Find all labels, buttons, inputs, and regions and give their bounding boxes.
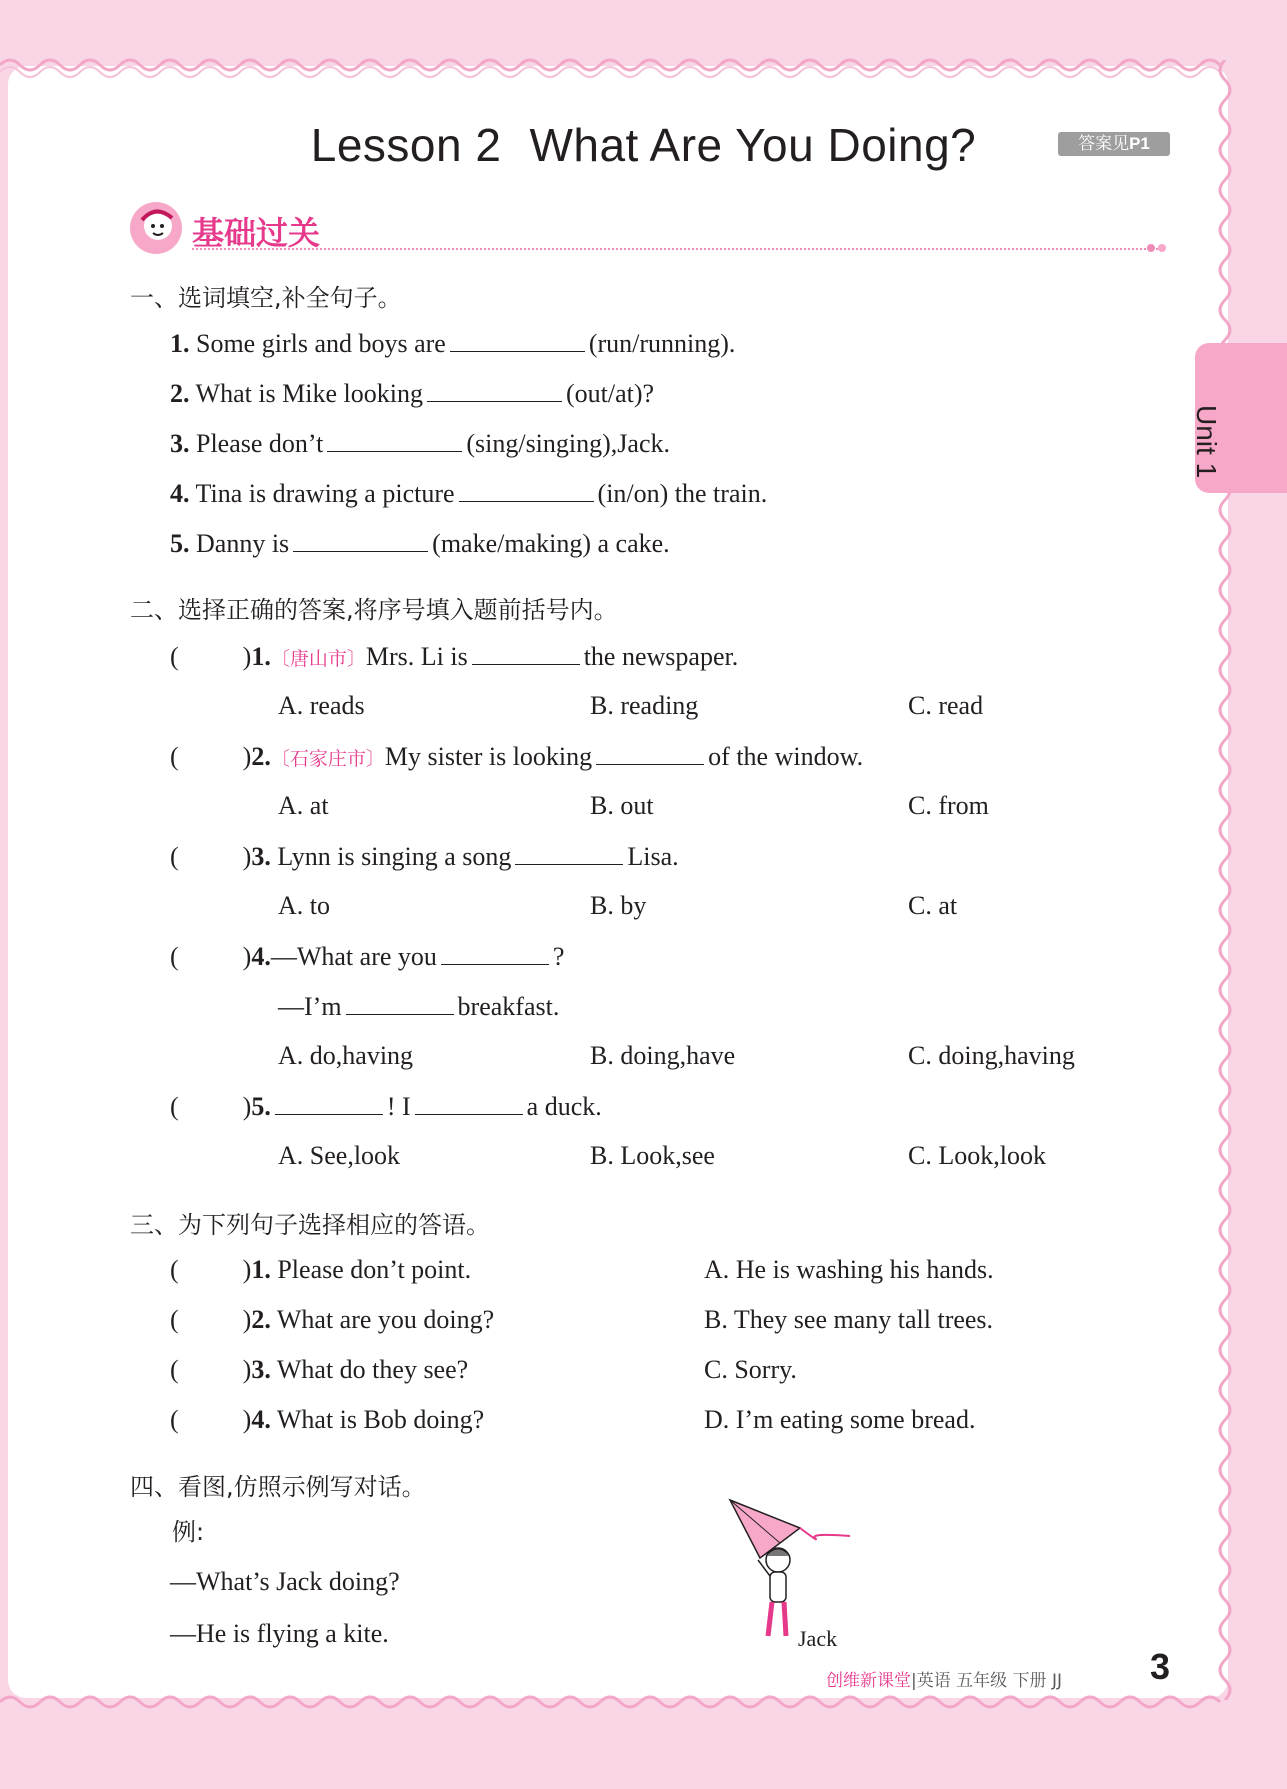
part2-question-4-line2: —I’m breakfast. bbox=[278, 992, 560, 1021]
answer-paren-slot[interactable] bbox=[183, 1304, 239, 1328]
answer-blank[interactable] bbox=[472, 640, 580, 665]
section-header bbox=[128, 200, 1168, 260]
girl-avatar-icon bbox=[128, 200, 184, 256]
figure-caption: Jack bbox=[798, 1626, 838, 1651]
option-b: B. Look,see bbox=[590, 1141, 715, 1170]
answer-paren-slot[interactable] bbox=[183, 741, 239, 765]
part1-item: 4. Tina is drawing a picture (in/on) the train. bbox=[170, 479, 768, 508]
part2-question-1: ( )1.〔唐山市〕Mrs. Li is the newspaper. bbox=[170, 642, 739, 671]
part3-item: ( )3. What do they see? bbox=[170, 1355, 469, 1384]
answer-blank[interactable] bbox=[275, 1090, 383, 1115]
part3-answer: B. They see many tall trees. bbox=[704, 1305, 994, 1334]
part3-answer: C. Sorry. bbox=[704, 1355, 797, 1384]
option-a: A. See,look bbox=[278, 1141, 401, 1170]
answer-reference-badge: 答案见P1 bbox=[1058, 132, 1170, 156]
option-c: C. from bbox=[908, 791, 989, 820]
part1-item: 3. Please don’t (sing/singing),Jack. bbox=[170, 429, 670, 458]
part1-item: 1. Some girls and boys are (run/running). bbox=[170, 329, 736, 358]
option-a: A. to bbox=[278, 891, 330, 920]
part3-item: ( )2. What are you doing? bbox=[170, 1305, 495, 1334]
answer-blank[interactable] bbox=[450, 327, 585, 352]
boy-flying-kite-illustration bbox=[720, 1498, 860, 1648]
bottom-wave-border bbox=[0, 1690, 1287, 1720]
answer-paren-slot[interactable] bbox=[183, 641, 239, 665]
option-a: A. at bbox=[278, 791, 329, 820]
answer-paren-slot[interactable] bbox=[183, 941, 239, 965]
answer-blank[interactable] bbox=[596, 740, 704, 765]
part2-question-3: ( )3. Lynn is singing a song Lisa. bbox=[170, 842, 679, 871]
part1-item: 5. Danny is (make/making) a cake. bbox=[170, 529, 670, 558]
unit-tab-label: Unit 1 bbox=[1191, 405, 1222, 479]
top-wave-border bbox=[0, 50, 1287, 80]
page-number: 3 bbox=[1150, 1646, 1171, 1687]
answer-paren-slot[interactable] bbox=[183, 1354, 239, 1378]
option-b: B. out bbox=[590, 791, 654, 820]
answer-blank[interactable] bbox=[415, 1090, 523, 1115]
option-b: B. doing,have bbox=[590, 1041, 736, 1070]
section-divider bbox=[192, 248, 1162, 250]
option-c: C. Look,look bbox=[908, 1141, 1046, 1170]
option-c: C. at bbox=[908, 891, 958, 920]
lesson-name: What Are You Doing? bbox=[529, 119, 977, 171]
option-c: C. read bbox=[908, 691, 984, 720]
part3-item: ( )4. What is Bob doing? bbox=[170, 1405, 485, 1434]
answer-blank[interactable] bbox=[327, 427, 462, 452]
part2-heading: 二、选择正确的答案,将序号填入题前括号内。 bbox=[130, 596, 618, 624]
part3-heading: 三、为下列句子选择相应的答语。 bbox=[130, 1211, 490, 1239]
section-title: 基础过关 bbox=[192, 214, 321, 252]
part2-question-4: ( )4.—What are you ? bbox=[170, 942, 565, 971]
lesson-number: Lesson 2 bbox=[310, 119, 502, 171]
footer-brand: 创维新课堂|英语 五年级 下册 JJ bbox=[826, 1671, 1062, 1691]
option-a: A. reads bbox=[278, 691, 365, 720]
answer-paren-slot[interactable] bbox=[183, 1404, 239, 1428]
decorative-dots-icon bbox=[1146, 240, 1168, 256]
option-c: C. doing,having bbox=[908, 1041, 1075, 1070]
answer-blank[interactable] bbox=[427, 377, 562, 402]
answer-blank[interactable] bbox=[293, 527, 428, 552]
part3-answer: A. He is washing his hands. bbox=[704, 1255, 994, 1284]
part4-heading: 四、看图,仿照示例写对话。 bbox=[130, 1473, 426, 1501]
answer-paren-slot[interactable] bbox=[183, 1254, 239, 1278]
answer-blank[interactable] bbox=[515, 840, 623, 865]
part2-question-5: ( )5. ! I a duck. bbox=[170, 1092, 602, 1121]
answer-blank[interactable] bbox=[459, 477, 594, 502]
right-wave-border bbox=[1213, 60, 1243, 1700]
answer-paren-slot[interactable] bbox=[183, 841, 239, 865]
option-b: B. reading bbox=[590, 691, 699, 720]
part3-answer: D. I’m eating some bread. bbox=[704, 1405, 976, 1434]
option-b: B. by bbox=[590, 891, 647, 920]
part1-item: 2. What is Mike looking (out/at)? bbox=[170, 379, 655, 408]
example-line-1: —What’s Jack doing? bbox=[170, 1567, 400, 1596]
answer-blank[interactable] bbox=[346, 990, 454, 1015]
answer-blank[interactable] bbox=[441, 940, 549, 965]
part1-heading: 一、选词填空,补全句子。 bbox=[130, 284, 402, 312]
example-label: 例: bbox=[172, 1518, 205, 1546]
answer-paren-slot[interactable] bbox=[183, 1091, 239, 1115]
part2-question-2: ( )2.〔石家庄市〕My sister is looking of the window. bbox=[170, 742, 864, 771]
part3-item: ( )1. Please don’t point. bbox=[170, 1255, 472, 1284]
option-a: A. do,having bbox=[278, 1041, 414, 1070]
example-line-2: —He is flying a kite. bbox=[170, 1619, 389, 1648]
